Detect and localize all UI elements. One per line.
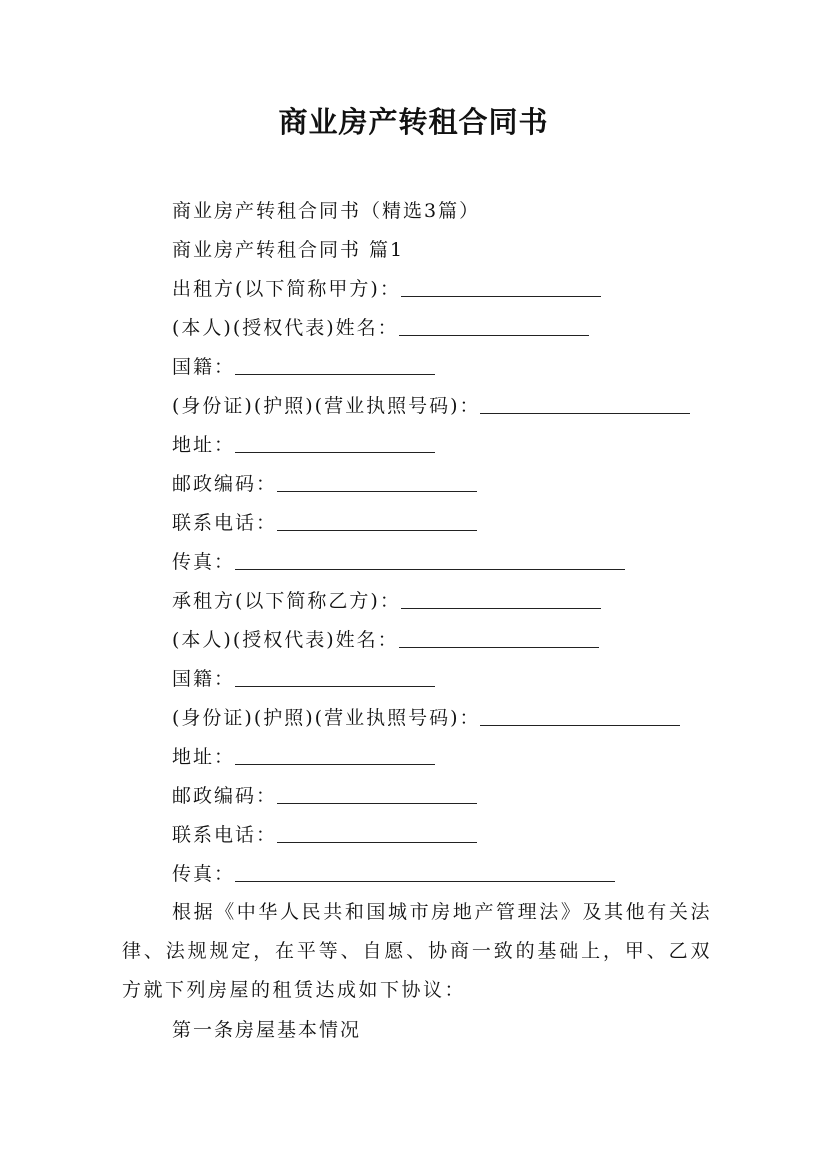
lessee-address-label: 地址：	[172, 746, 236, 768]
lessor-nationality-label: 国籍：	[172, 356, 236, 378]
lessor-name-label: (本人)(授权代表)姓名：	[172, 317, 399, 339]
document-title: 商业房产转租合同书	[278, 105, 549, 139]
lessee-postcode-row	[172, 783, 477, 809]
section-heading: 商业房产转租合同书 篇1	[172, 239, 405, 261]
lessor-phone-label: 联系电话：	[172, 512, 278, 534]
lessee-party-row	[172, 588, 601, 614]
lessor-nationality-blank[interactable]	[235, 356, 435, 375]
lessee-nationality-row	[172, 666, 435, 692]
lessee-party-blank[interactable]	[401, 590, 601, 609]
lessee-fax-row	[172, 861, 615, 887]
lessee-name-blank[interactable]	[399, 629, 599, 648]
lessor-address-row	[172, 432, 435, 458]
lessee-address-row	[172, 744, 435, 770]
lessor-name-row	[172, 315, 589, 341]
lessee-party-label: 承租方(以下简称乙方)：	[172, 590, 401, 612]
lessee-address-blank[interactable]	[235, 746, 435, 765]
lessee-id-label: (身份证)(护照)(营业执照号码)：	[172, 707, 481, 729]
lessor-party-label: 出租方(以下简称甲方)：	[172, 278, 401, 300]
lessor-party-blank[interactable]	[401, 278, 601, 297]
lessee-postcode-blank[interactable]	[277, 785, 477, 804]
lessor-party-row	[172, 276, 601, 302]
lessor-id-row	[172, 393, 690, 419]
lessor-postcode-blank[interactable]	[277, 473, 477, 492]
lessor-address-label: 地址：	[172, 434, 236, 456]
document-subtitle: 商业房产转租合同书（精选3篇）	[172, 200, 481, 222]
lessor-name-blank[interactable]	[399, 317, 589, 336]
lessor-postcode-label: 邮政编码：	[172, 473, 278, 495]
lessee-phone-blank[interactable]	[277, 824, 477, 843]
lessor-postcode-row	[172, 471, 477, 497]
lessee-nationality-blank[interactable]	[235, 668, 435, 687]
lessee-fax-blank[interactable]	[235, 863, 615, 882]
lessee-postcode-label: 邮政编码：	[172, 785, 278, 807]
lessor-id-label: (身份证)(护照)(营业执照号码)：	[172, 395, 481, 417]
lessor-address-blank[interactable]	[235, 434, 435, 453]
lessor-nationality-row	[172, 354, 435, 380]
lessor-phone-blank[interactable]	[277, 512, 477, 531]
lessee-fax-label: 传真：	[172, 863, 236, 885]
lessor-id-blank[interactable]	[480, 395, 690, 414]
lessee-id-row	[172, 705, 680, 731]
lessee-name-label: (本人)(授权代表)姓名：	[172, 629, 399, 651]
lessor-fax-row	[172, 549, 625, 575]
lessee-phone-label: 联系电话：	[172, 824, 278, 846]
lessee-nationality-label: 国籍：	[172, 668, 236, 690]
lessor-fax-blank[interactable]	[235, 551, 625, 570]
lessee-id-blank[interactable]	[480, 707, 680, 726]
preamble-paragraph: 根据《中华人民共和国城市房地产管理法》及其他有关法律、法规规定，在平等、自愿、协商一致的基础上，甲、乙双方就下列房屋的租赁达成如下协议：	[122, 901, 712, 1001]
lessee-name-row	[172, 627, 599, 653]
lessor-fax-label: 传真：	[172, 551, 236, 573]
article-1-heading: 第一条房屋基本情况	[172, 1019, 362, 1041]
lessee-phone-row	[172, 822, 477, 848]
lessor-phone-row	[172, 510, 477, 536]
